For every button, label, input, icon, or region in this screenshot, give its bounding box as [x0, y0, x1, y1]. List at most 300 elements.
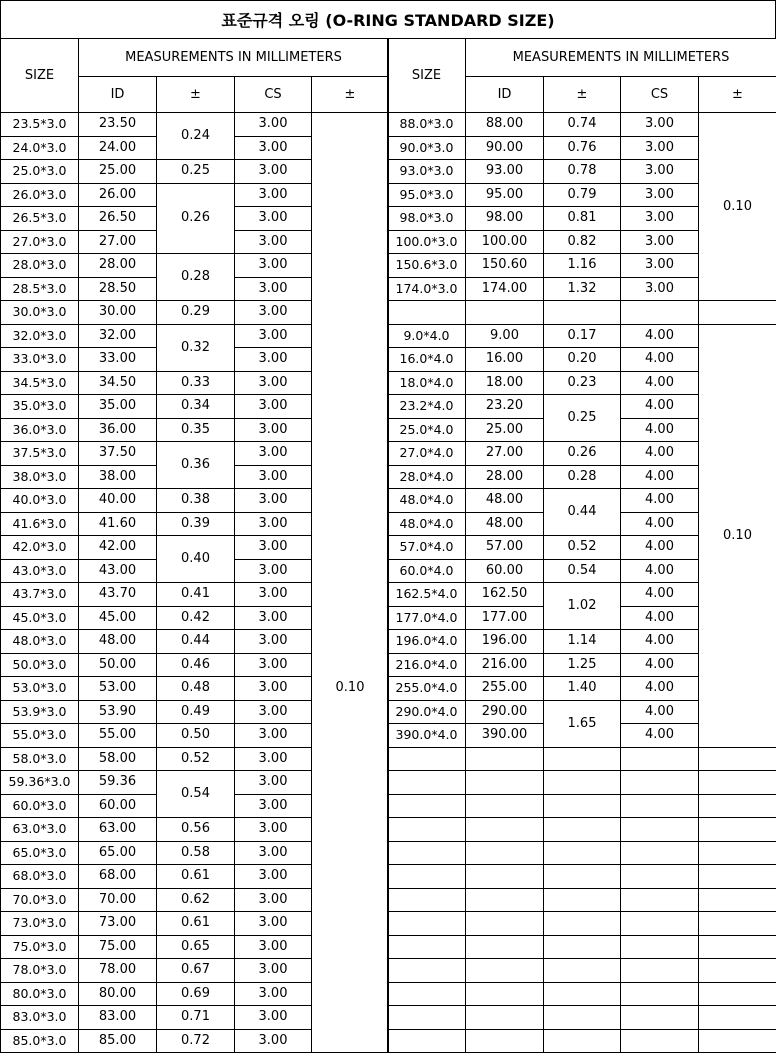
id-cell: 290.00	[466, 700, 544, 724]
size-cell: 162.5*4.0	[388, 583, 466, 607]
id-tolerance-cell: 0.71	[157, 1006, 235, 1030]
id-tolerance-cell: 0.44	[544, 489, 621, 536]
id-tolerance-header: ±	[157, 77, 235, 113]
cs-cell: 3.00	[235, 982, 312, 1006]
cs-cell	[621, 771, 699, 795]
id-cell: 24.00	[79, 136, 157, 160]
id-tolerance-cell: 0.33	[157, 371, 235, 395]
size-cell: 28.0*3.0	[1, 254, 79, 278]
id-cell: 25.00	[79, 160, 157, 184]
cs-cell: 3.00	[235, 606, 312, 630]
size-cell: 37.5*3.0	[1, 442, 79, 466]
size-cell: 93.0*3.0	[388, 160, 466, 184]
cs-cell: 3.00	[235, 254, 312, 278]
cs-cell: 3.00	[235, 324, 312, 348]
cs-cell: 3.00	[235, 442, 312, 466]
id-cell: 40.00	[79, 489, 157, 513]
cs-cell: 3.00	[235, 653, 312, 677]
id-tolerance-cell	[544, 301, 621, 325]
cs-cell: 3.00	[621, 230, 699, 254]
id-cell: 68.00	[79, 865, 157, 889]
size-cell: 70.0*3.0	[1, 888, 79, 912]
cs-cell	[621, 865, 699, 889]
cs-cell	[621, 841, 699, 865]
cs-cell	[621, 982, 699, 1006]
size-cell	[388, 301, 466, 325]
cs-cell: 3.00	[235, 794, 312, 818]
id-cell: 73.00	[79, 912, 157, 936]
id-cell: 57.00	[466, 536, 544, 560]
table-row	[388, 301, 776, 325]
id-tolerance-cell: 0.39	[157, 512, 235, 536]
id-cell: 50.00	[79, 653, 157, 677]
id-cell	[466, 888, 544, 912]
cs-cell: 3.00	[235, 818, 312, 842]
id-tolerance-cell: 0.26	[544, 442, 621, 466]
table-row	[388, 865, 776, 889]
id-tolerance-cell: 0.76	[544, 136, 621, 160]
size-cell: 42.0*3.0	[1, 536, 79, 560]
cs-cell: 3.00	[235, 1006, 312, 1030]
cs-tolerance-cell: 0.10	[312, 324, 389, 1053]
table-row	[388, 912, 776, 936]
id-cell: 255.00	[466, 677, 544, 701]
cs-tolerance-cell	[699, 935, 776, 959]
id-tolerance-cell: 0.54	[544, 559, 621, 583]
id-tolerance-cell: 1.02	[544, 583, 621, 630]
id-cell: 48.00	[466, 512, 544, 536]
id-tolerance-cell	[544, 771, 621, 795]
cs-cell	[621, 747, 699, 771]
cs-header: CS	[235, 77, 312, 113]
table-row	[388, 888, 776, 912]
id-header: ID	[79, 77, 157, 113]
size-cell: 174.0*3.0	[388, 277, 466, 301]
size-cell: 80.0*3.0	[1, 982, 79, 1006]
size-cell: 90.0*3.0	[388, 136, 466, 160]
cs-cell: 3.00	[235, 136, 312, 160]
id-cell: 18.00	[466, 371, 544, 395]
table-row	[388, 841, 776, 865]
id-tolerance-cell: 0.44	[157, 630, 235, 654]
size-cell: 216.0*4.0	[388, 653, 466, 677]
size-cell: 34.5*3.0	[1, 371, 79, 395]
size-cell	[388, 794, 466, 818]
id-cell: 9.00	[466, 324, 544, 348]
cs-cell: 4.00	[621, 418, 699, 442]
id-cell: 43.00	[79, 559, 157, 583]
id-tolerance-cell: 0.42	[157, 606, 235, 630]
id-cell: 216.00	[466, 653, 544, 677]
id-cell: 35.00	[79, 395, 157, 419]
id-cell: 45.00	[79, 606, 157, 630]
id-cell: 100.00	[466, 230, 544, 254]
id-tolerance-cell: 0.32	[157, 324, 235, 371]
cs-cell	[621, 301, 699, 325]
cs-cell: 3.00	[235, 418, 312, 442]
size-cell: 25.0*3.0	[1, 160, 79, 184]
cs-cell: 3.00	[235, 912, 312, 936]
size-cell: 35.0*3.0	[1, 395, 79, 419]
id-tolerance-cell	[544, 841, 621, 865]
id-cell	[466, 841, 544, 865]
cs-cell: 3.00	[235, 489, 312, 513]
size-cell: 150.6*3.0	[388, 254, 466, 278]
id-cell: 65.00	[79, 841, 157, 865]
id-cell: 28.50	[79, 277, 157, 301]
id-header: ID	[466, 77, 544, 113]
id-cell	[466, 1006, 544, 1030]
id-cell: 88.00	[466, 113, 544, 137]
cs-cell: 3.00	[235, 747, 312, 771]
id-tolerance-cell	[544, 818, 621, 842]
size-cell: 63.0*3.0	[1, 818, 79, 842]
id-cell: 70.00	[79, 888, 157, 912]
cs-cell: 3.00	[621, 277, 699, 301]
id-cell: 36.00	[79, 418, 157, 442]
size-cell: 53.0*3.0	[1, 677, 79, 701]
id-cell: 28.00	[466, 465, 544, 489]
table-row	[388, 959, 776, 983]
size-cell	[388, 935, 466, 959]
size-cell: 196.0*4.0	[388, 630, 466, 654]
cs-cell: 3.00	[621, 136, 699, 160]
size-cell: 23.5*3.0	[1, 113, 79, 137]
id-tolerance-cell: 0.72	[157, 1029, 235, 1053]
size-cell: 177.0*4.0	[388, 606, 466, 630]
size-cell: 26.5*3.0	[1, 207, 79, 231]
id-tolerance-cell: 0.28	[544, 465, 621, 489]
cs-tolerance-cell: 0.10	[699, 113, 776, 301]
id-tolerance-cell: 0.26	[157, 183, 235, 254]
size-cell: 65.0*3.0	[1, 841, 79, 865]
cs-cell: 4.00	[621, 700, 699, 724]
cs-tolerance-cell	[312, 113, 389, 325]
cs-cell	[621, 959, 699, 983]
id-cell	[466, 301, 544, 325]
cs-cell: 4.00	[621, 324, 699, 348]
id-cell: 59.36	[79, 771, 157, 795]
measurements-header: MEASUREMENTS IN MILLIMETERS	[79, 39, 389, 77]
id-tolerance-cell: 0.24	[157, 113, 235, 160]
size-cell: 100.0*3.0	[388, 230, 466, 254]
id-tolerance-cell: 0.58	[157, 841, 235, 865]
table-row	[388, 935, 776, 959]
id-tolerance-cell: 1.40	[544, 677, 621, 701]
id-tolerance-cell: 0.52	[157, 747, 235, 771]
id-cell	[466, 794, 544, 818]
size-header: SIZE	[388, 39, 466, 113]
id-tolerance-cell: 0.28	[157, 254, 235, 301]
cs-cell: 3.00	[235, 113, 312, 137]
cs-cell	[621, 1006, 699, 1030]
cs-cell: 4.00	[621, 724, 699, 748]
cs-cell	[621, 935, 699, 959]
id-tolerance-cell: 0.38	[157, 489, 235, 513]
size-cell: 83.0*3.0	[1, 1006, 79, 1030]
id-tolerance-cell: 0.29	[157, 301, 235, 325]
size-cell	[388, 865, 466, 889]
cs-tolerance-cell	[699, 301, 776, 325]
size-cell: 25.0*4.0	[388, 418, 466, 442]
id-cell: 60.00	[466, 559, 544, 583]
id-cell	[466, 1029, 544, 1053]
id-cell: 85.00	[79, 1029, 157, 1053]
id-cell: 26.50	[79, 207, 157, 231]
id-tolerance-cell: 0.46	[157, 653, 235, 677]
cs-cell: 3.00	[235, 512, 312, 536]
size-cell: 57.0*4.0	[388, 536, 466, 560]
size-cell: 68.0*3.0	[1, 865, 79, 889]
id-tolerance-cell	[544, 888, 621, 912]
id-tolerance-cell: 1.14	[544, 630, 621, 654]
cs-cell: 3.00	[235, 559, 312, 583]
cs-cell: 3.00	[235, 935, 312, 959]
cs-cell: 3.00	[235, 371, 312, 395]
id-cell: 48.00	[466, 489, 544, 513]
table-row	[388, 818, 776, 842]
size-cell: 73.0*3.0	[1, 912, 79, 936]
id-cell: 390.00	[466, 724, 544, 748]
id-cell: 33.00	[79, 348, 157, 372]
cs-cell	[621, 888, 699, 912]
cs-tolerance-cell	[699, 771, 776, 795]
left-size-table	[0, 38, 389, 1053]
cs-tolerance-cell	[699, 959, 776, 983]
id-cell: 90.00	[466, 136, 544, 160]
cs-tolerance-cell	[699, 818, 776, 842]
size-cell: 28.5*3.0	[1, 277, 79, 301]
table-row	[388, 1006, 776, 1030]
cs-cell: 3.00	[621, 183, 699, 207]
id-cell: 93.00	[466, 160, 544, 184]
size-cell: 85.0*3.0	[1, 1029, 79, 1053]
size-cell: 60.0*4.0	[388, 559, 466, 583]
id-tolerance-cell: 0.54	[157, 771, 235, 818]
cs-cell	[621, 794, 699, 818]
id-tolerance-header: ±	[544, 77, 621, 113]
size-cell: 27.0*3.0	[1, 230, 79, 254]
id-cell: 80.00	[79, 982, 157, 1006]
id-cell: 55.00	[79, 724, 157, 748]
cs-cell: 3.00	[235, 207, 312, 231]
id-cell: 16.00	[466, 348, 544, 372]
measurements-header: MEASUREMENTS IN MILLIMETERS	[466, 39, 776, 77]
id-cell	[466, 771, 544, 795]
size-cell: 88.0*3.0	[388, 113, 466, 137]
id-tolerance-cell	[544, 794, 621, 818]
id-cell: 60.00	[79, 794, 157, 818]
cs-cell	[621, 818, 699, 842]
id-cell	[466, 935, 544, 959]
id-tolerance-cell: 0.20	[544, 348, 621, 372]
id-tolerance-cell: 0.79	[544, 183, 621, 207]
size-cell: 43.0*3.0	[1, 559, 79, 583]
cs-tolerance-cell	[699, 888, 776, 912]
cs-tolerance-cell	[699, 912, 776, 936]
cs-cell: 4.00	[621, 465, 699, 489]
size-cell: 9.0*4.0	[388, 324, 466, 348]
id-tolerance-cell: 0.62	[157, 888, 235, 912]
size-cell: 41.6*3.0	[1, 512, 79, 536]
id-cell: 162.50	[466, 583, 544, 607]
id-cell: 37.50	[79, 442, 157, 466]
cs-cell: 4.00	[621, 630, 699, 654]
id-cell: 43.70	[79, 583, 157, 607]
size-cell: 255.0*4.0	[388, 677, 466, 701]
size-cell: 48.0*4.0	[388, 489, 466, 513]
id-tolerance-cell: 0.81	[544, 207, 621, 231]
id-cell: 27.00	[466, 442, 544, 466]
cs-cell: 3.00	[235, 959, 312, 983]
cs-cell: 3.00	[235, 583, 312, 607]
table-row	[388, 747, 776, 771]
size-cell	[388, 982, 466, 1006]
id-tolerance-cell: 0.17	[544, 324, 621, 348]
id-tolerance-cell: 0.61	[157, 865, 235, 889]
cs-cell: 3.00	[235, 630, 312, 654]
id-tolerance-cell: 0.78	[544, 160, 621, 184]
table-row	[1, 324, 389, 348]
size-cell: 98.0*3.0	[388, 207, 466, 231]
cs-tolerance-header: ±	[699, 77, 776, 113]
id-cell: 23.50	[79, 113, 157, 137]
cs-cell	[621, 912, 699, 936]
cs-cell: 3.00	[235, 536, 312, 560]
id-cell: 41.60	[79, 512, 157, 536]
id-cell: 38.00	[79, 465, 157, 489]
size-cell: 48.0*4.0	[388, 512, 466, 536]
id-cell: 58.00	[79, 747, 157, 771]
size-cell: 78.0*3.0	[1, 959, 79, 983]
size-cell: 45.0*3.0	[1, 606, 79, 630]
cs-header: CS	[621, 77, 699, 113]
cs-cell: 3.00	[235, 395, 312, 419]
id-tolerance-cell: 0.69	[157, 982, 235, 1006]
cs-cell: 3.00	[235, 700, 312, 724]
size-cell: 36.0*3.0	[1, 418, 79, 442]
cs-tolerance-cell	[699, 1029, 776, 1053]
id-tolerance-cell: 1.16	[544, 254, 621, 278]
id-tolerance-cell: 0.49	[157, 700, 235, 724]
size-cell: 53.9*3.0	[1, 700, 79, 724]
id-cell	[466, 982, 544, 1006]
size-cell: 290.0*4.0	[388, 700, 466, 724]
size-cell	[388, 1029, 466, 1053]
size-cell: 30.0*3.0	[1, 301, 79, 325]
table-row	[388, 982, 776, 1006]
size-cell: 390.0*4.0	[388, 724, 466, 748]
id-cell: 53.00	[79, 677, 157, 701]
table-row	[388, 771, 776, 795]
size-cell: 18.0*4.0	[388, 371, 466, 395]
id-cell: 34.50	[79, 371, 157, 395]
id-tolerance-cell: 0.35	[157, 418, 235, 442]
cs-cell: 3.00	[235, 888, 312, 912]
size-cell: 16.0*4.0	[388, 348, 466, 372]
id-tolerance-cell: 0.65	[157, 935, 235, 959]
cs-cell: 3.00	[235, 865, 312, 889]
table-row	[388, 324, 776, 348]
cs-tolerance-cell	[699, 982, 776, 1006]
cs-tolerance-cell: 0.10	[699, 324, 776, 747]
table-row	[1, 113, 389, 137]
id-cell: 53.90	[79, 700, 157, 724]
cs-cell: 3.00	[235, 724, 312, 748]
id-cell: 42.00	[79, 536, 157, 560]
id-cell: 98.00	[466, 207, 544, 231]
table-row	[388, 113, 776, 137]
size-cell	[388, 747, 466, 771]
cs-cell: 3.00	[235, 771, 312, 795]
size-cell: 75.0*3.0	[1, 935, 79, 959]
size-cell: 95.0*3.0	[388, 183, 466, 207]
id-tolerance-cell: 0.82	[544, 230, 621, 254]
id-cell: 27.00	[79, 230, 157, 254]
cs-cell: 4.00	[621, 512, 699, 536]
cs-cell: 4.00	[621, 653, 699, 677]
size-cell: 33.0*3.0	[1, 348, 79, 372]
id-tolerance-cell: 1.32	[544, 277, 621, 301]
size-cell: 48.0*3.0	[1, 630, 79, 654]
size-cell	[388, 912, 466, 936]
cs-tolerance-cell	[699, 747, 776, 771]
cs-cell: 4.00	[621, 677, 699, 701]
id-tolerance-cell: 0.50	[157, 724, 235, 748]
id-cell: 150.60	[466, 254, 544, 278]
id-cell: 26.00	[79, 183, 157, 207]
id-cell: 78.00	[79, 959, 157, 983]
cs-cell: 3.00	[621, 113, 699, 137]
size-cell: 38.0*3.0	[1, 465, 79, 489]
id-cell: 28.00	[79, 254, 157, 278]
cs-cell: 4.00	[621, 442, 699, 466]
id-cell	[466, 865, 544, 889]
id-cell	[466, 818, 544, 842]
cs-tolerance-cell	[699, 794, 776, 818]
id-tolerance-cell: 0.41	[157, 583, 235, 607]
right-size-table	[387, 38, 776, 1053]
size-cell: 43.7*3.0	[1, 583, 79, 607]
id-tolerance-cell	[544, 935, 621, 959]
size-cell: 40.0*3.0	[1, 489, 79, 513]
id-cell: 95.00	[466, 183, 544, 207]
id-tolerance-cell: 0.23	[544, 371, 621, 395]
cs-cell: 3.00	[235, 841, 312, 865]
id-cell	[466, 959, 544, 983]
size-cell: 27.0*4.0	[388, 442, 466, 466]
cs-cell: 4.00	[621, 489, 699, 513]
page-title: 표준규격 오링 (O-RING STANDARD SIZE)	[0, 0, 776, 38]
cs-cell: 3.00	[235, 465, 312, 489]
cs-tolerance-cell	[699, 1006, 776, 1030]
id-cell: 75.00	[79, 935, 157, 959]
size-cell: 55.0*3.0	[1, 724, 79, 748]
id-cell	[466, 747, 544, 771]
cs-cell: 3.00	[235, 183, 312, 207]
id-tolerance-cell	[544, 1006, 621, 1030]
id-cell: 48.00	[79, 630, 157, 654]
cs-cell: 3.00	[621, 254, 699, 278]
id-cell: 174.00	[466, 277, 544, 301]
id-tolerance-cell	[544, 959, 621, 983]
table-row	[388, 1029, 776, 1053]
size-header: SIZE	[1, 39, 79, 113]
cs-cell: 3.00	[235, 230, 312, 254]
size-cell: 24.0*3.0	[1, 136, 79, 160]
size-cell: 50.0*3.0	[1, 653, 79, 677]
size-cell: 59.36*3.0	[1, 771, 79, 795]
